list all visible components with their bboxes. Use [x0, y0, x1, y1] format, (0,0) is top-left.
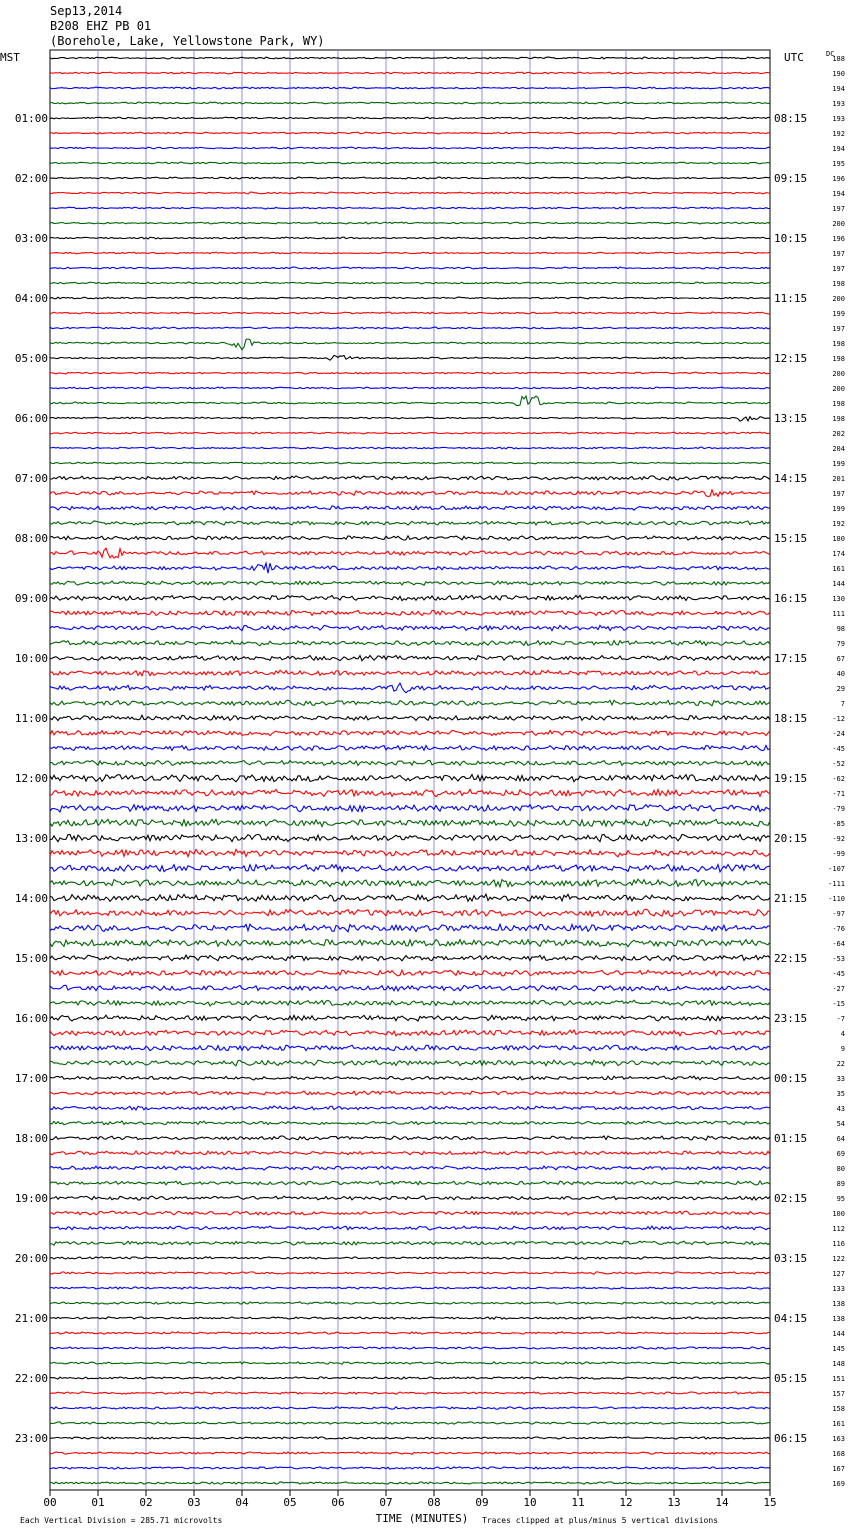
utc-hour-label: 03:15: [774, 1252, 808, 1265]
mst-hour-label: 23:00: [14, 1432, 48, 1445]
dc-offset-value: 40: [836, 670, 845, 678]
dc-offset-value: 197: [832, 325, 845, 333]
dc-offset-value: 200: [832, 295, 845, 303]
mst-hour-label: 19:00: [14, 1192, 48, 1205]
seismic-trace: [50, 610, 770, 615]
seismic-trace: [50, 102, 770, 104]
seismic-trace: [50, 1136, 770, 1140]
utc-hour-label: 16:15: [774, 592, 808, 605]
dc-offset-value: 112: [832, 1225, 845, 1233]
dc-offset-value: -24: [832, 730, 845, 738]
dc-offset-value: 197: [832, 490, 845, 498]
dc-offset-value: 144: [832, 580, 845, 588]
utc-hour-label: 21:15: [774, 892, 808, 905]
mst-hour-label: 09:00: [14, 592, 48, 605]
seismic-trace: [50, 1106, 770, 1110]
dc-offset-value: 127: [832, 1270, 845, 1278]
dc-offset-value: 197: [832, 205, 845, 213]
seismic-trace: [50, 1076, 770, 1080]
seismic-trace: [50, 1467, 770, 1469]
seismic-trace: [50, 1377, 770, 1379]
mst-hour-label: 06:00: [14, 412, 48, 425]
seismic-trace: [50, 339, 770, 350]
mst-hour-label: 17:00: [14, 1072, 48, 1085]
mst-hour-label: 04:00: [14, 292, 48, 305]
seismic-trace: [50, 87, 770, 89]
mst-hour-label: 01:00: [14, 112, 48, 125]
seismic-trace: [50, 864, 770, 872]
seismic-trace: [50, 1332, 770, 1334]
seismic-trace: [50, 1317, 770, 1319]
mst-hour-label: 18:00: [14, 1132, 48, 1145]
dc-offset-value: 95: [836, 1195, 845, 1203]
mst-hour-label: 20:00: [14, 1252, 48, 1265]
dc-offset-value: 33: [836, 1075, 845, 1083]
seismic-trace: [50, 162, 770, 164]
dc-offset-value: 180: [832, 535, 845, 543]
dc-offset-value: 195: [832, 160, 845, 168]
dc-offset-value: 196: [832, 235, 845, 243]
mst-hour-label: 13:00: [14, 832, 48, 845]
seismic-trace: [50, 1272, 770, 1274]
seismic-trace: [50, 1407, 770, 1409]
seismic-trace: [50, 1045, 770, 1051]
utc-hour-label: 12:15: [774, 352, 808, 365]
x-tick-label: 13: [667, 1496, 681, 1509]
seismic-trace: [50, 1422, 770, 1424]
dc-offset-value: 188: [832, 55, 845, 63]
mst-hour-label: 12:00: [14, 772, 48, 785]
seismic-trace: [50, 775, 770, 782]
seismic-trace: [50, 1030, 770, 1036]
dc-offset-value: 200: [832, 220, 845, 228]
utc-hour-label: 02:15: [774, 1192, 808, 1205]
x-tick-label: 15: [763, 1496, 777, 1509]
seismic-trace: [50, 1211, 770, 1215]
utc-hour-label: 11:15: [774, 292, 808, 305]
seismic-trace: [50, 222, 770, 224]
mst-hour-label: 15:00: [14, 952, 48, 965]
mst-hour-label: 14:00: [14, 892, 48, 905]
seismic-trace: [50, 1241, 770, 1245]
mst-hour-label: 03:00: [14, 232, 48, 245]
left-axis-title: MST: [0, 51, 20, 64]
dc-offset-value: -15: [832, 1000, 845, 1008]
dc-offset-value: -85: [832, 820, 845, 828]
dc-offset-value: 168: [832, 1450, 845, 1458]
seismic-trace: [50, 1226, 770, 1230]
seismic-trace: [50, 834, 770, 841]
x-tick-label: 00: [43, 1496, 57, 1509]
dc-offset-value: -45: [832, 745, 845, 753]
dc-offset-value: 198: [832, 280, 845, 288]
seismic-trace: [50, 581, 770, 585]
seismic-trace: [50, 372, 770, 374]
dc-offset-value: -12: [832, 715, 845, 723]
seismic-trace: [50, 1482, 770, 1484]
seismic-trace: [50, 1060, 770, 1066]
dc-offset-value: 116: [832, 1240, 845, 1248]
seismic-trace: [50, 417, 770, 422]
seismic-trace: [50, 1091, 770, 1095]
mst-hour-label: 16:00: [14, 1012, 48, 1025]
x-tick-label: 07: [379, 1496, 393, 1509]
x-tick-label: 02: [139, 1496, 153, 1509]
seismic-trace: [50, 207, 770, 209]
seismic-trace: [50, 730, 770, 735]
dc-offset-value: -62: [832, 775, 845, 783]
dc-offset-value: 89: [836, 1180, 845, 1188]
dc-offset-value: 148: [832, 1360, 845, 1368]
seismic-trace: [50, 521, 770, 525]
dc-offset-value: 197: [832, 250, 845, 258]
x-tick-label: 08: [427, 1496, 441, 1509]
dc-offset-value: -97: [832, 910, 845, 918]
dc-offset-value: 190: [832, 70, 845, 78]
right-axis-title: UTC: [784, 51, 804, 64]
dc-offset-value: -71: [832, 790, 845, 798]
dc-offset-value: 80: [836, 1165, 845, 1173]
utc-hour-label: 01:15: [774, 1132, 808, 1145]
footer-clip-note: Traces clipped at plus/minus 5 vertical divisions: [482, 1516, 719, 1525]
x-tick-label: 05: [283, 1496, 297, 1509]
dc-offset-value: 199: [832, 505, 845, 513]
seismic-trace: [50, 595, 770, 600]
seismic-trace: [50, 1257, 770, 1259]
utc-hour-label: 15:15: [774, 532, 808, 545]
dc-offset-value: 29: [836, 685, 845, 693]
utc-hour-label: 14:15: [774, 472, 808, 485]
seismic-trace: [50, 641, 770, 646]
seismic-trace: [50, 267, 770, 269]
dc-offset-value: 133: [832, 1285, 845, 1293]
seismic-trace: [50, 132, 770, 134]
seismic-trace: [50, 625, 770, 630]
dc-offset-value: 192: [832, 520, 845, 528]
seismic-trace: [50, 147, 770, 149]
utc-hour-label: 23:15: [774, 1012, 808, 1025]
utc-hour-label: 04:15: [774, 1312, 808, 1325]
dc-offset-value: 43: [836, 1105, 845, 1113]
dc-offset-value: 144: [832, 1330, 845, 1338]
dc-offset-value: -27: [832, 985, 845, 993]
seismic-trace: [50, 909, 770, 916]
dc-offset-value: -107: [828, 865, 845, 873]
seismic-trace: [50, 849, 770, 856]
seismic-trace: [50, 72, 770, 74]
utc-hour-label: 09:15: [774, 172, 808, 185]
dc-offset-value: 161: [832, 1420, 845, 1428]
dc-offset-value: -64: [832, 940, 845, 948]
dc-offset-value: 163: [832, 1435, 845, 1443]
seismic-trace: [50, 117, 770, 119]
seismic-trace: [50, 476, 770, 480]
seismic-trace: [50, 715, 770, 720]
mst-hour-label: 07:00: [14, 472, 48, 485]
dc-offset-value: 35: [836, 1090, 845, 1098]
dc-offset-value: 193: [832, 100, 845, 108]
mst-hour-label: 21:00: [14, 1312, 48, 1325]
mst-hour-label: 22:00: [14, 1372, 48, 1385]
seismic-trace: [50, 563, 770, 573]
seismic-trace: [50, 1362, 770, 1364]
seismic-trace: [50, 805, 770, 812]
dc-offset-value: 200: [832, 385, 845, 393]
seismic-trace: [50, 1121, 770, 1125]
dc-offset-value: 197: [832, 265, 845, 273]
seismic-trace: [50, 506, 770, 510]
seismic-trace: [50, 462, 770, 464]
dc-offset-value: -52: [832, 760, 845, 768]
seismic-trace: [50, 1452, 770, 1454]
dc-offset-value: 194: [832, 190, 845, 198]
seismic-trace: [50, 879, 770, 887]
dc-offset-value: 67: [836, 655, 845, 663]
dc-offset-value: 157: [832, 1390, 845, 1398]
seismic-trace: [50, 761, 770, 766]
seismic-trace: [50, 177, 770, 179]
dc-offset-value: -7: [836, 1015, 845, 1023]
seismic-trace: [50, 192, 770, 194]
seismic-trace: [50, 282, 770, 284]
seismic-trace: [50, 396, 770, 406]
seismic-trace: [50, 1287, 770, 1289]
seismic-trace: [50, 670, 770, 675]
dc-offset-value: 22: [836, 1060, 845, 1068]
x-tick-label: 01: [91, 1496, 105, 1509]
utc-hour-label: 20:15: [774, 832, 808, 845]
seismic-trace: [50, 252, 770, 254]
seismic-trace: [50, 970, 770, 976]
utc-hour-label: 19:15: [774, 772, 808, 785]
date-label: Sep13,2014: [50, 4, 123, 18]
utc-hour-label: 00:15: [774, 1072, 808, 1085]
utc-hour-label: 18:15: [774, 712, 808, 725]
dc-offset-value: 79: [836, 640, 845, 648]
station-label: B208 EHZ PB 01: [50, 19, 152, 33]
seismic-trace: [50, 700, 770, 706]
dc-offset-value: 100: [832, 1210, 845, 1218]
dc-offset-value: -111: [828, 880, 845, 888]
dc-offset-value: 194: [832, 85, 845, 93]
dc-offset-value: 4: [840, 1030, 845, 1038]
seismic-trace: [50, 536, 770, 540]
dc-offset-value: 193: [832, 115, 845, 123]
seismic-trace: [50, 1151, 770, 1155]
dc-offset-value: 138: [832, 1300, 845, 1308]
x-tick-label: 14: [715, 1496, 729, 1509]
location-label: (Borehole, Lake, Yellowstone Park, WY): [50, 34, 325, 48]
seismic-trace: [50, 447, 770, 449]
dc-offset-value: 54: [836, 1120, 845, 1128]
dc-offset-value: 98: [836, 625, 845, 633]
dc-offset-value: 198: [832, 355, 845, 363]
dc-offset-value: -76: [832, 925, 845, 933]
utc-hour-label: 05:15: [774, 1372, 808, 1385]
seismic-trace: [50, 1196, 770, 1200]
seismic-trace: [50, 1347, 770, 1349]
utc-hour-label: 08:15: [774, 112, 808, 125]
dc-offset-value: 204: [832, 445, 845, 453]
seismic-trace: [50, 297, 770, 299]
dc-offset-value: -99: [832, 850, 845, 858]
x-tick-label: 06: [331, 1496, 345, 1509]
dc-offset-value: 69: [836, 1150, 845, 1158]
mst-hour-label: 02:00: [14, 172, 48, 185]
dc-offset-value: 202: [832, 430, 845, 438]
mst-hour-label: 08:00: [14, 532, 48, 545]
seismic-trace: [50, 1166, 770, 1170]
seismic-trace: [50, 940, 770, 947]
dc-column-title: DC: [826, 50, 835, 58]
dc-offset-value: -110: [828, 895, 845, 903]
seismic-trace: [50, 548, 770, 558]
dc-offset-value: -45: [832, 970, 845, 978]
x-tick-label: 10: [523, 1496, 537, 1509]
seismic-trace: [50, 1302, 770, 1304]
dc-offset-value: 169: [832, 1480, 845, 1488]
dc-offset-value: 7: [840, 700, 845, 708]
x-tick-label: 03: [187, 1496, 201, 1509]
utc-hour-label: 22:15: [774, 952, 808, 965]
utc-hour-label: 17:15: [774, 652, 808, 665]
dc-offset-value: 196: [832, 175, 845, 183]
dc-offset-value: 145: [832, 1345, 845, 1353]
seismic-trace: [50, 387, 770, 389]
dc-offset-value: -53: [832, 955, 845, 963]
dc-offset-value: 167: [832, 1465, 845, 1473]
dc-offset-value: 194: [832, 145, 845, 153]
dc-offset-value: 161: [832, 565, 845, 573]
seismic-trace: [50, 1437, 770, 1439]
seismic-trace: [50, 57, 770, 59]
seismic-trace: [50, 327, 770, 329]
mst-hour-label: 05:00: [14, 352, 48, 365]
seismic-trace: [50, 237, 770, 239]
dc-offset-value: 199: [832, 310, 845, 318]
utc-hour-label: 13:15: [774, 412, 808, 425]
seismic-trace: [50, 819, 770, 826]
seismic-trace: [50, 1392, 770, 1394]
dc-offset-value: 122: [832, 1255, 845, 1263]
x-tick-label: 12: [619, 1496, 633, 1509]
x-tick-label: 09: [475, 1496, 489, 1509]
seismic-trace: [50, 656, 770, 661]
utc-hour-label: 10:15: [774, 232, 808, 245]
utc-hour-label: 06:15: [774, 1432, 808, 1445]
mst-hour-label: 11:00: [14, 712, 48, 725]
seismic-trace: [50, 432, 770, 434]
dc-offset-value: 151: [832, 1375, 845, 1383]
dc-offset-value: 138: [832, 1315, 845, 1323]
seismic-trace: [50, 745, 770, 750]
seismic-trace: [50, 955, 770, 961]
dc-offset-value: 158: [832, 1405, 845, 1413]
dc-offset-value: 111: [832, 610, 845, 618]
dc-offset-value: 64: [836, 1135, 845, 1143]
dc-offset-value: 198: [832, 340, 845, 348]
dc-offset-value: 199: [832, 460, 845, 468]
dc-offset-value: 174: [832, 550, 845, 558]
seismic-trace: [50, 1015, 770, 1021]
seismic-trace: [50, 1000, 770, 1006]
seismic-trace: [50, 985, 770, 991]
seismic-trace: [50, 1181, 770, 1185]
dc-offset-value: 201: [832, 475, 845, 483]
dc-offset-value: 130: [832, 595, 845, 603]
mst-hour-label: 10:00: [14, 652, 48, 665]
dc-offset-value: 192: [832, 130, 845, 138]
seismic-trace: [50, 894, 770, 901]
dc-offset-value: 9: [840, 1045, 845, 1053]
seismic-trace: [50, 924, 770, 932]
dc-offset-value: -92: [832, 835, 845, 843]
seismic-trace: [50, 789, 770, 796]
x-tick-label: 11: [571, 1496, 585, 1509]
dc-offset-value: 198: [832, 415, 845, 423]
seismic-trace: [50, 312, 770, 314]
plot-frame: [50, 50, 770, 1490]
x-tick-label: 04: [235, 1496, 249, 1509]
dc-offset-value: 198: [832, 400, 845, 408]
x-axis-label: TIME (MINUTES): [375, 1512, 469, 1525]
seismic-trace: [50, 355, 770, 360]
dc-offset-value: 200: [832, 370, 845, 378]
footer-scale-note: Each Vertical Division = 285.71 microvolts: [20, 1516, 223, 1525]
dc-offset-value: -79: [832, 805, 845, 813]
seismic-trace: [50, 683, 770, 693]
seismic-trace: [50, 490, 770, 497]
